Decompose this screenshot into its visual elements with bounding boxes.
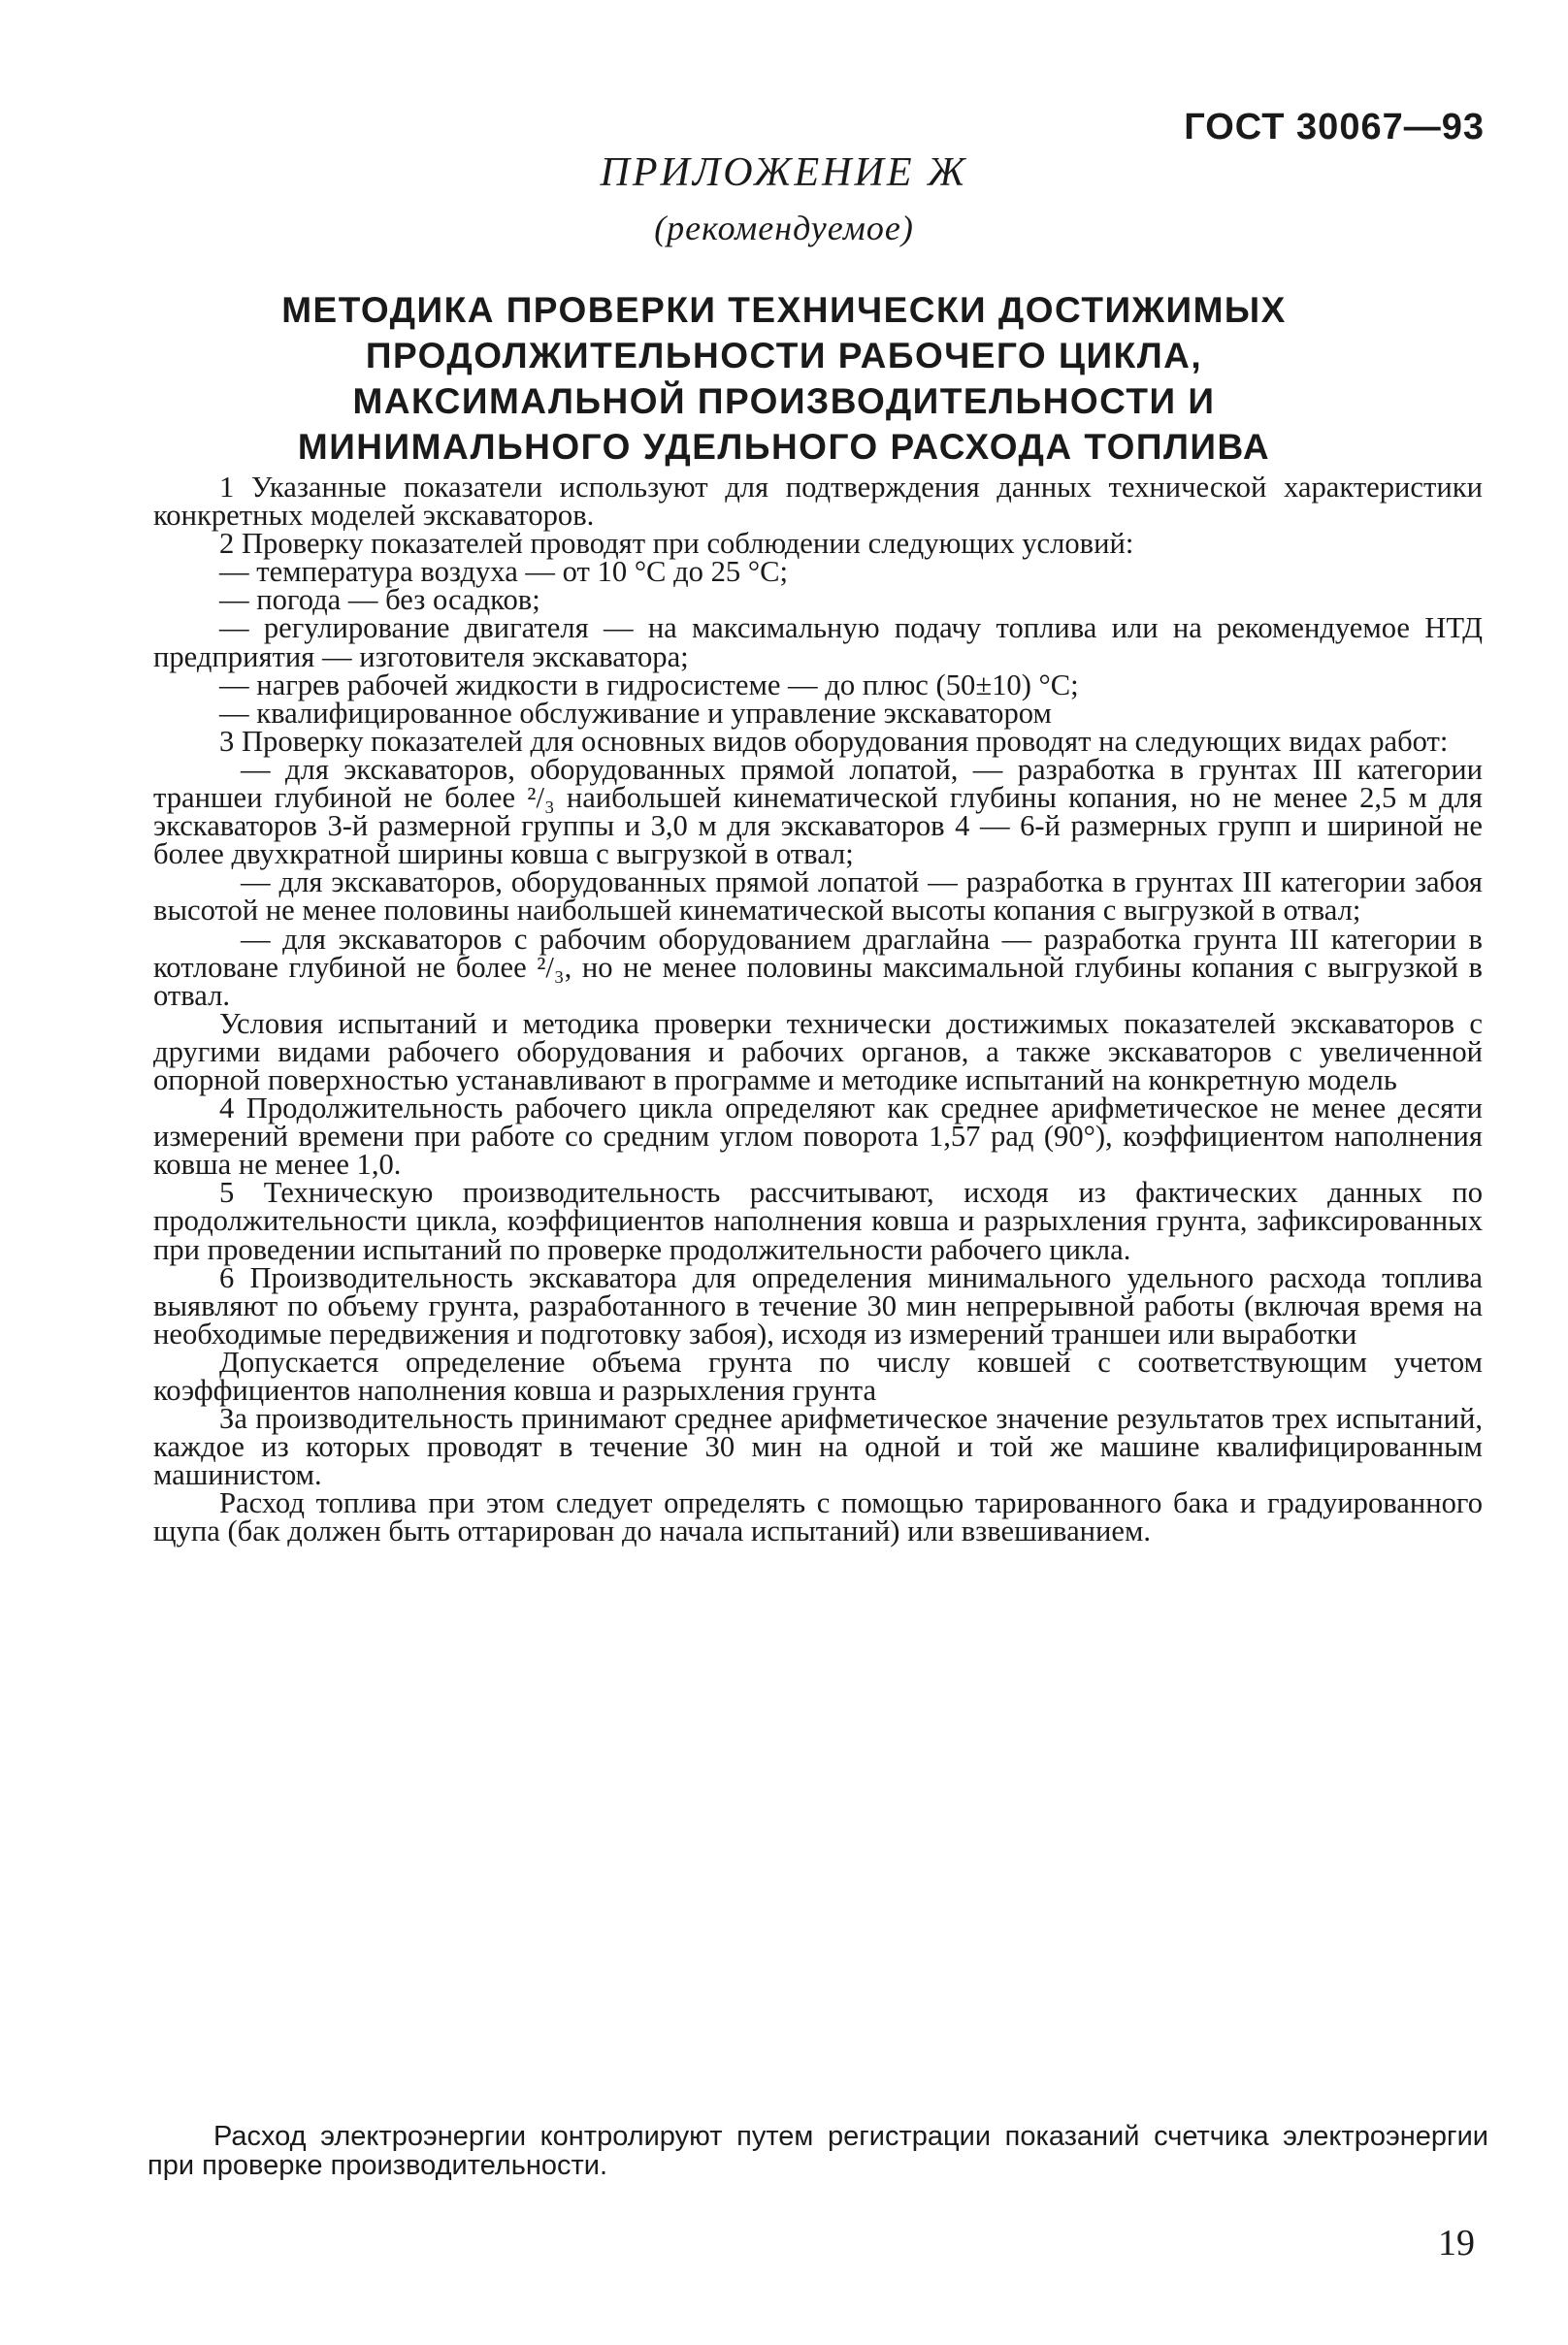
paragraph: Расход топлива при этом следует определять с помощью тарированного бака и градуированного щупа (бак должен быть оттарирован до начала испытаний) или взвешиванием. — [153, 1486, 1483, 1548]
title-line: МИНИМАЛЬНОГО УДЕЛЬНОГО РАСХОДА ТОПЛИВА — [297, 427, 1271, 467]
body-text — [153, 473, 1483, 1547]
appendix-heading: ПРИЛОЖЕНИЕ Ж — [600, 150, 968, 195]
list-item: — квалифицированное обслуживание и управление экскаватором — [219, 696, 1052, 730]
paragraph: 4 Продолжительность рабочего цикла определяют как среднее арифметическое не менее десяти измерений времени при работе со средним углом поворота 1,57 рад (90°), коэффициентом наполнения ковша не менее 1,0. — [153, 1091, 1483, 1182]
list-item: — нагрев рабочей жидкости в гидросистеме — до плюс (50±10) °С; — [219, 668, 1079, 701]
list-item: — температура воздуха — от 10 °С до 25 °С; — [219, 555, 789, 589]
paragraph: За производительность принимают среднее арифметическое значение результатов трех испытаний, каждое из которых проводят в течение 30 мин на одной и той же машине квалифицированным машинистом. — [153, 1402, 1483, 1492]
paragraph: Допускается определение объема грунта по числу ковшей с соответствующим учетом коэффициентов наполнения ковша и разрыхления грунта — [153, 1345, 1483, 1407]
paragraph: Расход электроэнергии контролируют путем регистрации показаний счетчика электроэнергии при проверке производительности. — [147, 2121, 1488, 2181]
paragraph: 5 Техническую производительность рассчитывают, исходя из фактических данных по продолжительности цикла, коэффициентов наполнения ковша и разрыхления грунта, зафиксированных при проведении испытаний по проверке продолжительности рабочего цикла. — [153, 1176, 1483, 1266]
paragraph: 6 Производительность экскаватора для определения минимального удельного расхода топлива выявляют по объему грунта, разработанного в течение 30 мин непрерывной работы (включая время на необходимые передвижения и подготовку забоя), исходя из измерений траншеи или выработки — [153, 1260, 1483, 1351]
list-item: — погода — без осадков; — [219, 583, 540, 617]
paragraph: Условия испытаний и методика проверки технически достижимых показателей экскаваторов с другими видами рабочего оборудования и рабочих органов, а также экскаваторов с увеличенной опорной поверхностью устанавливают в программе и методике испытаний на конкретную модель — [153, 1006, 1483, 1096]
list-item: — для экскаваторов, оборудованных прямой лопатой — разработка в грунтах III категории забоя высотой не менее половины наибольшей кинематической высоты копания с выгрузкой в отвал; — [153, 865, 1483, 928]
appendix-status: (рекомендуемое) — [654, 209, 914, 247]
document-code: ГОСТ 30067—93 — [1184, 107, 1485, 147]
page-number: 19 — [1438, 2223, 1475, 2264]
list-item: — для экскаваторов, оборудованных прямой лопатой, — разработка в грунтах III категории траншеи глубиной не более ²/₃ наибольшей кинематической глубины копания, но не менее 2,5 м для экскаваторов 3-й размерной группы и 3,0 м для экскаваторов 4 — 6-й размерных групп и шириной не более двухкратной ширины ковша с выгрузкой в отвал; — [153, 752, 1483, 871]
title-line: МЕТОДИКА ПРОВЕРКИ ТЕХНИЧЕСКИ ДОСТИЖИМЫХ — [281, 290, 1287, 330]
paragraph: 1 Указанные показатели используют для подтверждения данных технической характеристики конкретных моделей экскаваторов. — [153, 471, 1483, 533]
list-item: — для экскаваторов с рабочим оборудованием драглайна — разработка грунта III категории в котловане глубиной не более ²/₃, но не менее половины максимальной глубины копания с выгрузкой в отвал. — [153, 922, 1483, 1012]
paragraph: 3 Проверку показателей для основных видов оборудования проводят на следующих видах работ: — [219, 724, 1449, 758]
section-title — [155, 287, 1413, 470]
paragraph: 2 Проверку показателей проводят при соблюдении следующих условий: — [219, 527, 1134, 561]
list-item: — регулирование двигателя — на максимальную подачу топлива или на рекомендуемое НТД предприятия — изготовителя экскаватора; — [153, 611, 1483, 673]
closing-text — [147, 2122, 1488, 2180]
title-line: ПРОДОЛЖИТЕЛЬНОСТИ РАБОЧЕГО ЦИКЛА, — [365, 336, 1203, 375]
title-line: МАКСИМАЛЬНОЙ ПРОИЗВОДИТЕЛЬНОСТИ И — [352, 381, 1216, 421]
